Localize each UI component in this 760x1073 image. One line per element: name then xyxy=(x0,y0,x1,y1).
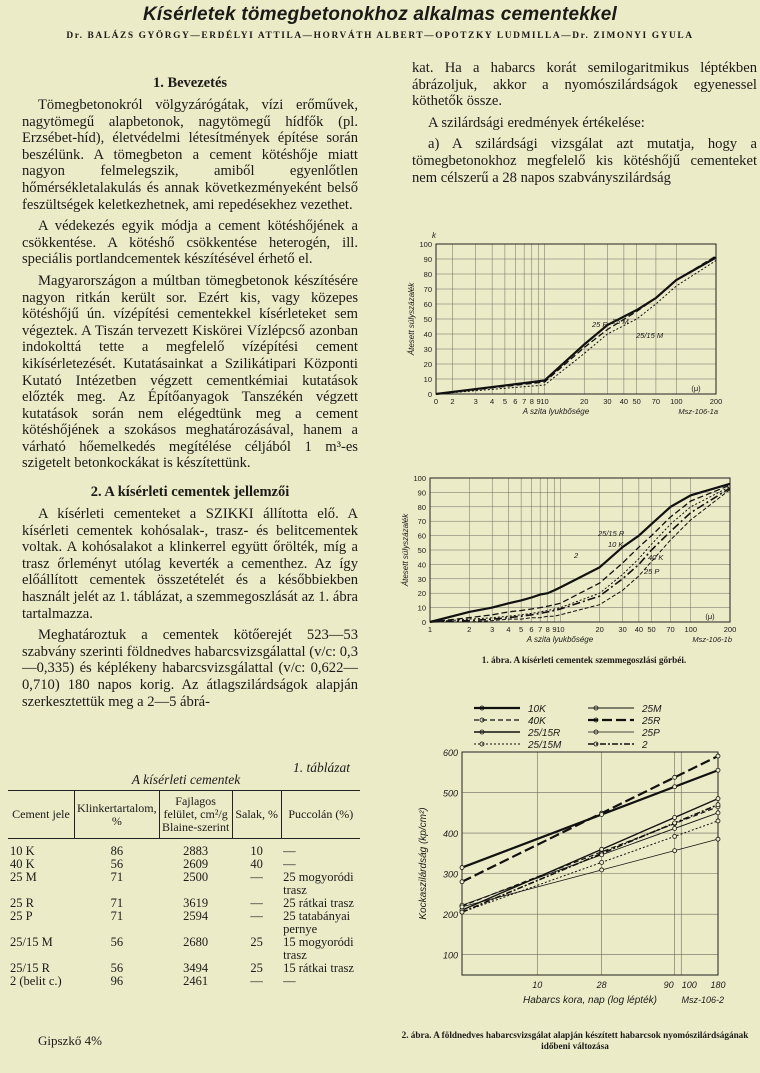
x-tick-label: 20 xyxy=(580,397,589,406)
figure-ref: Msz-106-2 xyxy=(681,995,724,1005)
x-tick-label: 28 xyxy=(596,980,607,990)
x-tick-label: 4 xyxy=(506,625,511,634)
y-tick-label: 20 xyxy=(417,589,426,599)
y-axis-label: Átesett súlyszázalék xyxy=(407,282,416,356)
x-tick-label: 200 xyxy=(723,625,737,634)
data-point xyxy=(716,797,720,801)
series-label: 10 K xyxy=(608,540,624,549)
data-point xyxy=(716,819,720,823)
series-line xyxy=(462,839,718,907)
x-tick-label: 50 xyxy=(647,625,656,634)
series-line xyxy=(462,813,718,905)
y-tick-label: 80 xyxy=(423,270,432,279)
x-tick-label: 20 xyxy=(595,625,604,634)
table-cell: 15 rátkai trasz xyxy=(283,961,354,975)
x-tick-label: 70 xyxy=(666,625,675,634)
x-tick-label: 100 xyxy=(684,625,698,634)
legend-label: 25R xyxy=(642,716,661,727)
data-point xyxy=(673,785,677,789)
table-cell: 25 tatabányai pernye xyxy=(283,909,351,936)
table-cell: 2461 xyxy=(183,974,209,988)
x-axis-label: A szita lyukbősége xyxy=(522,407,590,416)
legend-label: 25/15R xyxy=(528,728,561,739)
y-tick-label: 60 xyxy=(417,531,426,541)
table-cell: 40 K xyxy=(10,857,35,871)
table-header: Klinkertartalom, % xyxy=(75,791,160,839)
x-tick-label: 9 xyxy=(536,397,541,406)
data-point xyxy=(600,868,604,872)
y-tick-label: 70 xyxy=(423,285,432,294)
y-tick-label: 20 xyxy=(423,360,432,369)
y-tick-label: 100 xyxy=(442,950,458,961)
series-line xyxy=(462,805,718,912)
x-tick-label: 0 xyxy=(433,397,439,406)
table-row xyxy=(8,910,360,936)
authors: Dr. BALÁZS GYÖRGY—ERDÉLYI ATTILA—HORVÁTH ALBERT—OPOTZKY LUDMILLA—Dr. ZIMONYI GYULA xyxy=(66,31,694,41)
table-cell: 56 xyxy=(110,961,124,975)
y-tick-label: 100 xyxy=(419,240,432,249)
y-tick-label: 40 xyxy=(423,330,432,339)
x-tick-label: 4 xyxy=(490,397,495,406)
y-tick-label: 400 xyxy=(442,829,458,840)
data-point xyxy=(673,834,677,838)
data-point xyxy=(716,803,720,807)
x-tick-label: 9 xyxy=(552,625,557,634)
series-label: 25/15 M xyxy=(636,331,664,340)
y-tick-label: 50 xyxy=(423,315,432,324)
paragraph: Magyarországon a múltban tömegbetonok készítésére nagyon ritkán került sor. Ezért kis, vagy közepes kötéshőjű ún. vízépítési cementekkel kísérleteket sem végeztek. A Tiszán tervezett Kiskörei Vízlépcső azonban indokolttá tette a megfelelő vízépítési cement kikísérletezését. Kutatásainkat a Szilikátipari Központi Kutató Intézetben végzett cementkémiai kutatások előzték meg. Az Építőanyagok Tanszékén végzett kutatások során nem elégedtünk meg a cement kötéshőjének a szokásos meghatározásával, hanem a várható hőemelkedés megítélése céljából 1 m³-es szigetelt betonkockákat is készítettünk. xyxy=(22,272,358,472)
data-point xyxy=(600,860,604,864)
x-tick-label: 100 xyxy=(681,980,697,990)
data-point xyxy=(460,905,464,909)
x-tick-label: 5 xyxy=(519,625,524,634)
figure1-top-chart xyxy=(407,231,734,427)
table-cell: 2500 xyxy=(183,870,209,884)
data-point xyxy=(600,853,604,857)
y-tick-label: 300 xyxy=(442,869,458,880)
data-point xyxy=(716,754,720,758)
series-line xyxy=(430,485,730,622)
y-axis-label: Átesett súlyszázalék xyxy=(401,513,410,587)
x-tick-label: 30 xyxy=(603,397,612,406)
table-cell: 25 R xyxy=(10,896,34,910)
legend-label: 25M xyxy=(642,704,662,715)
table-cell: 25/15 M xyxy=(10,935,53,949)
y-tick-label: 50 xyxy=(417,546,426,555)
y-tick-label: 10 xyxy=(417,603,426,613)
data-point xyxy=(460,910,464,914)
x-tick-label: 50 xyxy=(632,397,641,406)
series-label: 25 R xyxy=(592,320,608,329)
x-tick-label: 8 xyxy=(529,397,534,406)
legend-label: 25P xyxy=(642,728,660,739)
table-cell: 15 mogyoródi trasz xyxy=(283,935,354,962)
table-cell: 25 mogyoródi trasz xyxy=(283,870,354,897)
data-point xyxy=(673,826,677,830)
data-point xyxy=(716,837,720,841)
series-label: 25/15 R xyxy=(598,529,625,538)
x-tick-label: 5 xyxy=(502,397,507,406)
table-cell: 3494 xyxy=(183,961,209,975)
x-tick-label: 10 xyxy=(532,980,543,990)
series-line xyxy=(462,799,718,911)
x-tick-label: 7 xyxy=(522,397,527,406)
y-tick-label: 70 xyxy=(417,517,426,527)
figure1-bottom-chart xyxy=(398,470,743,655)
data-point xyxy=(600,847,604,851)
table-cell: — xyxy=(250,896,263,910)
table-header: Fajlagos felület, cm²/g Blaine-szerint xyxy=(159,791,232,839)
left-column xyxy=(22,63,358,715)
y-tick-label: 0 xyxy=(421,618,426,627)
y-tick-label: 30 xyxy=(423,345,432,354)
legend-label: 10K xyxy=(528,704,546,715)
table-footnote: Gipszkő 4% xyxy=(38,1033,102,1048)
paragraph: A kísérleti cementeket a SZIKKI állította elő. A kísérleti cementek kohósalak-, trasz- és belitcementek voltak. A kohósalakot a klinkerrel együtt őrölték, míg a trasz őrleményt utólag keverték a cementhez. Az így előállított cementek összetételét és a későbbiekben használt jelét az 1. táblázat, a szemmegoszlását az 1. ábra tartalmazza. xyxy=(22,506,358,622)
x-axis-label: Habarcs kora, nap (log lépték) xyxy=(523,995,657,1006)
table-cell: 2 (belit c.) xyxy=(10,974,62,988)
table-cell: 25 M xyxy=(10,870,37,884)
table-number: 1. táblázat xyxy=(292,760,350,775)
figure2-caption: 2. ábra. A földnedves habarcsvizsgálat alapján készített habarcsok nyomószilárdságának időbeni változása xyxy=(401,1030,749,1051)
x-tick-label: 40 xyxy=(619,397,629,406)
unit-label: (μ) xyxy=(705,612,715,621)
y-tick-label: 100 xyxy=(413,474,426,483)
y-tick-label: 80 xyxy=(417,502,426,512)
x-tick-label: 90 xyxy=(663,980,674,990)
data-point xyxy=(716,811,720,815)
data-point xyxy=(673,775,677,779)
table-cell: 56 xyxy=(110,935,124,949)
figure-ref: Msz-106-1b xyxy=(692,635,732,644)
table-cell: — xyxy=(250,870,263,884)
data-point xyxy=(460,866,464,870)
series-line xyxy=(436,258,716,395)
y-axis-label: Kockaszilárdság (kp/cm²) xyxy=(418,807,429,920)
x-tick-label: 30 xyxy=(618,625,627,634)
legend-label: 2 xyxy=(642,740,648,751)
y-tick-label: 40 xyxy=(417,560,426,570)
paragraph: Meghatároztuk a cementek kötőerejét 523—53 szabvány szerinti földnedves habarcsvizsgálattal (v/c: 0,3—0,335) és képlékeny habarcsvizsgálattal (v/c: 0,622—0,710) 180 napos korig. Az átlagszilárdságok alapján szerkesztettük meg a 2—5 ábrá- xyxy=(22,627,358,710)
table-cell: 2680 xyxy=(183,935,209,949)
y-tick-label: 500 xyxy=(442,788,458,799)
table-cell: 71 xyxy=(110,870,124,884)
x-tick-label: 40 xyxy=(634,625,644,634)
data-point xyxy=(673,816,677,820)
unit-label: (μ) xyxy=(691,384,701,393)
table-cell: 71 xyxy=(110,896,124,910)
y-tick-label: 90 xyxy=(417,488,426,498)
table-cell: 25 rátkai trasz xyxy=(283,896,354,910)
x-tick-label: 7 xyxy=(538,625,543,634)
paragraph: Tömegbetonokról völgyzárógátak, vízi erőművek, nagytömegű alapbetonok, nagytömegű hídfők (pl. Erzsébet-híd), életvédelmi létesítmények építése során beszélünk. A tömegbeton a cement kötéshője miatt nagyon felmelegszik, amiből egyenlőtlen hőmérsékletalakulás és annak következményeként belső feszültségek keletkezhetnek, ami repedésekhez vezethet. xyxy=(22,97,358,213)
y-tick-label: 0 xyxy=(427,390,432,399)
series-label: 40 K xyxy=(648,553,664,562)
table-header: Cement jele xyxy=(8,791,75,839)
x-tick-label: 10 xyxy=(556,625,565,634)
table-cell: 10 K xyxy=(10,844,35,858)
cement-table xyxy=(8,790,360,988)
table-cell: 25 xyxy=(250,961,263,975)
x-tick-label: 6 xyxy=(513,397,518,406)
table-cell: 2883 xyxy=(183,844,209,858)
paragraph: kat. Ha a habarcs korát semilogaritmikus léptékben ábrázoljuk, akkor a nyomószilárdságok egyenessel köthetők össze. xyxy=(412,60,757,110)
paragraph: a) A szilárdsági vizsgálat azt mutatja, hogy a tömegbetonokhoz megfelelő kis kötéshőjű cementeket nem célszerű a 28 napos szabványszilárdság xyxy=(412,136,757,186)
section-2-heading: 2. A kísérleti cementek jellemzői xyxy=(90,484,290,501)
table-cell: 25/15 R xyxy=(10,961,50,975)
table-cell: — xyxy=(283,857,296,871)
series-line xyxy=(436,261,716,395)
legend-label: 25/15M xyxy=(528,740,562,751)
x-tick-label: 200 xyxy=(709,397,723,406)
series-label: 25 P xyxy=(644,567,660,576)
table-row xyxy=(8,871,360,897)
data-point xyxy=(716,768,720,772)
y-tick-label: 30 xyxy=(417,574,426,584)
data-point xyxy=(673,849,677,853)
table-cell: 3619 xyxy=(183,896,209,910)
x-tick-label: 6 xyxy=(529,625,534,634)
figure1-caption: 1. ábra. A kísérleti cementek szemmegoszlási görbéi. xyxy=(481,655,687,665)
data-point xyxy=(600,812,604,816)
paper-title: Kísérletek tömegbetonokhoz alkalmas cementekkel xyxy=(142,4,618,25)
legend-label: 40K xyxy=(528,716,546,727)
table-cell: — xyxy=(250,974,263,988)
x-tick-label: 1 xyxy=(427,625,433,634)
y-tick-label: 90 xyxy=(423,255,432,264)
series-line xyxy=(430,490,730,623)
x-axis-label: A szita lyukbősége xyxy=(526,635,594,644)
section-1-heading: 1. Bevezetés xyxy=(152,75,228,91)
table-header: Puccolán (%) xyxy=(281,791,360,839)
y-tick-label: 200 xyxy=(442,910,458,921)
series-label: 25 M xyxy=(612,317,629,326)
table-row xyxy=(8,975,360,988)
series-line xyxy=(430,488,730,622)
series-line xyxy=(462,821,718,912)
table-cell: 25 P xyxy=(10,909,33,923)
table-cell: 86 xyxy=(110,844,124,858)
series-line xyxy=(462,770,718,867)
table-cell: 56 xyxy=(110,857,124,871)
table-row xyxy=(8,936,360,962)
y-tick-label: 60 xyxy=(423,300,432,309)
y-tick-label: 10 xyxy=(423,375,432,384)
table-cell: 2594 xyxy=(183,909,209,923)
series-line xyxy=(436,256,716,394)
data-point xyxy=(673,821,677,825)
table-cell: 71 xyxy=(110,909,124,923)
table-cell: — xyxy=(250,909,263,923)
paragraph: A védekezés egyik módja a cement kötéshőjének a csökkentése. A kötéshő csökkentése heterogén, ill. speciális portlandcementek készítésével érhető el. xyxy=(22,218,358,268)
x-tick-label: 3 xyxy=(473,397,478,406)
corner-label: k xyxy=(432,231,436,240)
table-cell: 40 xyxy=(250,857,263,871)
table-cell: — xyxy=(283,844,296,858)
x-tick-label: 180 xyxy=(710,980,726,990)
series-label: 2 xyxy=(574,551,579,560)
x-tick-label: 8 xyxy=(545,625,550,634)
figure-ref: Msz-106-1a xyxy=(678,407,718,416)
x-tick-label: 2 xyxy=(467,625,472,634)
table-title: A kísérleti cementek xyxy=(131,772,241,787)
table-cell: 96 xyxy=(110,974,124,988)
figure2-chart xyxy=(408,690,753,1027)
x-tick-label: 10 xyxy=(540,397,549,406)
x-tick-label: 70 xyxy=(651,397,661,406)
x-tick-label: 100 xyxy=(670,397,683,406)
table-cell: 2609 xyxy=(183,857,209,871)
table-row xyxy=(8,839,360,859)
table-cell: 10 xyxy=(250,844,263,858)
right-column xyxy=(412,60,757,191)
y-tick-label: 600 xyxy=(442,748,458,758)
x-tick-label: 3 xyxy=(490,625,495,634)
paragraph: A szilárdsági eredmények értékelése: xyxy=(428,114,645,131)
data-point xyxy=(460,880,464,884)
series-line xyxy=(430,484,730,622)
table-cell: 25 xyxy=(250,935,263,949)
x-tick-label: 2 xyxy=(450,397,455,406)
table-cell: — xyxy=(283,974,296,988)
table-header: Salak, % xyxy=(232,791,281,839)
